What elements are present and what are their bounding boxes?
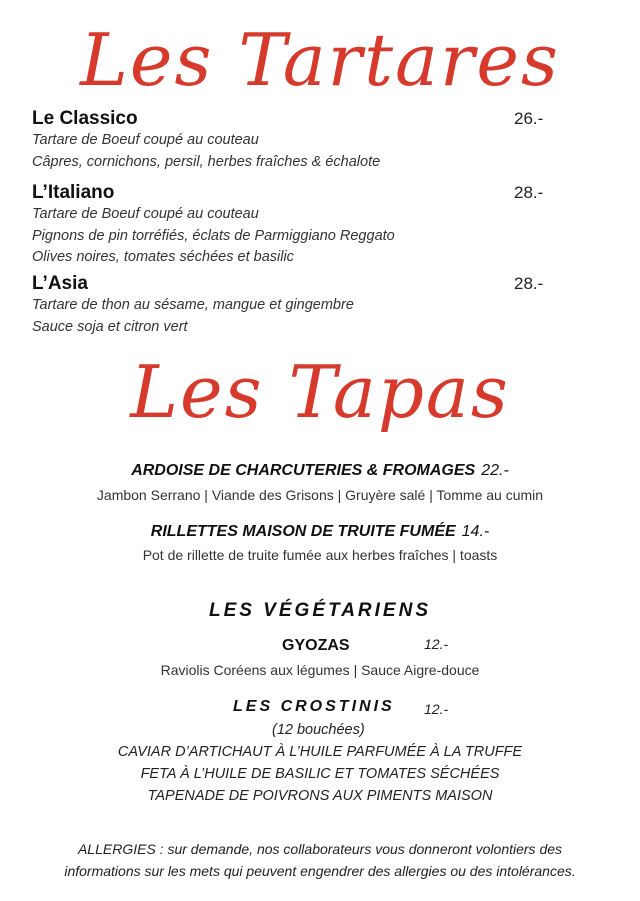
item-name: L’Italiano <box>32 182 115 203</box>
item-description: FETA À L’HUILE DE BASILIC ET TOMATES SÉCHÉES <box>140 766 500 782</box>
section-title-tapas: Les Tapas <box>130 350 510 434</box>
section-title-tartares: Les Tartares <box>80 18 560 102</box>
item-description: Raviolis Coréens aux légumes | Sauce Aigre-douce <box>160 662 480 678</box>
item-price: 14.- <box>461 523 490 540</box>
item-description: Câpres, cornichons, persil, herbes fraîches & échalote <box>32 153 381 170</box>
item-description: Pignons de pin torréfiés, éclats de Parmiggiano Reggato <box>32 227 395 244</box>
item-description: Tartare de thon au sésame, mangue et gingembre <box>32 297 354 313</box>
item-description: Tartare de Boeuf coupé au couteau <box>32 132 259 148</box>
item-description: Tartare de Boeuf coupé au couteau <box>32 206 259 222</box>
item-description: Jambon Serrano | Viande des Grisons | Gruyère salé | Tomme au cumin <box>96 487 544 503</box>
item-name: RILLETTES MAISON DE TRUITE FUMÉE <box>150 523 456 540</box>
item-price: 12.- <box>424 701 449 717</box>
item-price: 28.- <box>514 183 544 202</box>
menu-item-rillettes <box>0 523 640 541</box>
allergy-notice: ALLERGIES : sur demande, nos collaborateurs vous donneront volontiers des <box>77 841 563 857</box>
menu-item-l-asia <box>32 273 592 338</box>
menu-item-ardoise <box>0 462 640 480</box>
item-name: L’Asia <box>32 273 88 294</box>
menu-item-le-classico <box>32 108 592 173</box>
item-description: CAVIAR D’ARTICHAUT À L’HUILE PARFUMÉE À LA TRUFFE <box>117 744 523 760</box>
menu-item-crostinis: LES CROSTINIS <box>233 698 395 715</box>
item-price: 22.- <box>481 462 509 479</box>
menu-item-l-italiano <box>32 182 592 269</box>
item-name: ARDOISE DE CHARCUTERIES & FROMAGES <box>131 462 476 479</box>
item-price: 26.- <box>514 109 544 128</box>
item-description: Sauce soja et citron vert <box>32 318 188 335</box>
item-description: Olives noires, tomates séchées et basilic <box>32 249 294 265</box>
item-name: Le Classico <box>32 108 138 129</box>
item-description: TAPENADE DE POIVRONS AUX PIMENTS MAISON <box>147 788 493 804</box>
item-price: 28.- <box>514 274 544 293</box>
section-title-vegetariens: LES VÉGÉTARIENS <box>208 600 431 621</box>
allergy-notice: informations sur les mets qui peuvent engendrer des allergies ou des intolérances. <box>64 863 576 879</box>
item-price: 12.- <box>424 636 449 652</box>
item-portion: (12 bouchées) <box>272 722 365 738</box>
item-description: Pot de rillette de truite fumée aux herbes fraîches | toasts <box>142 547 498 563</box>
menu-item-gyozas: GYOZAS <box>282 637 350 654</box>
